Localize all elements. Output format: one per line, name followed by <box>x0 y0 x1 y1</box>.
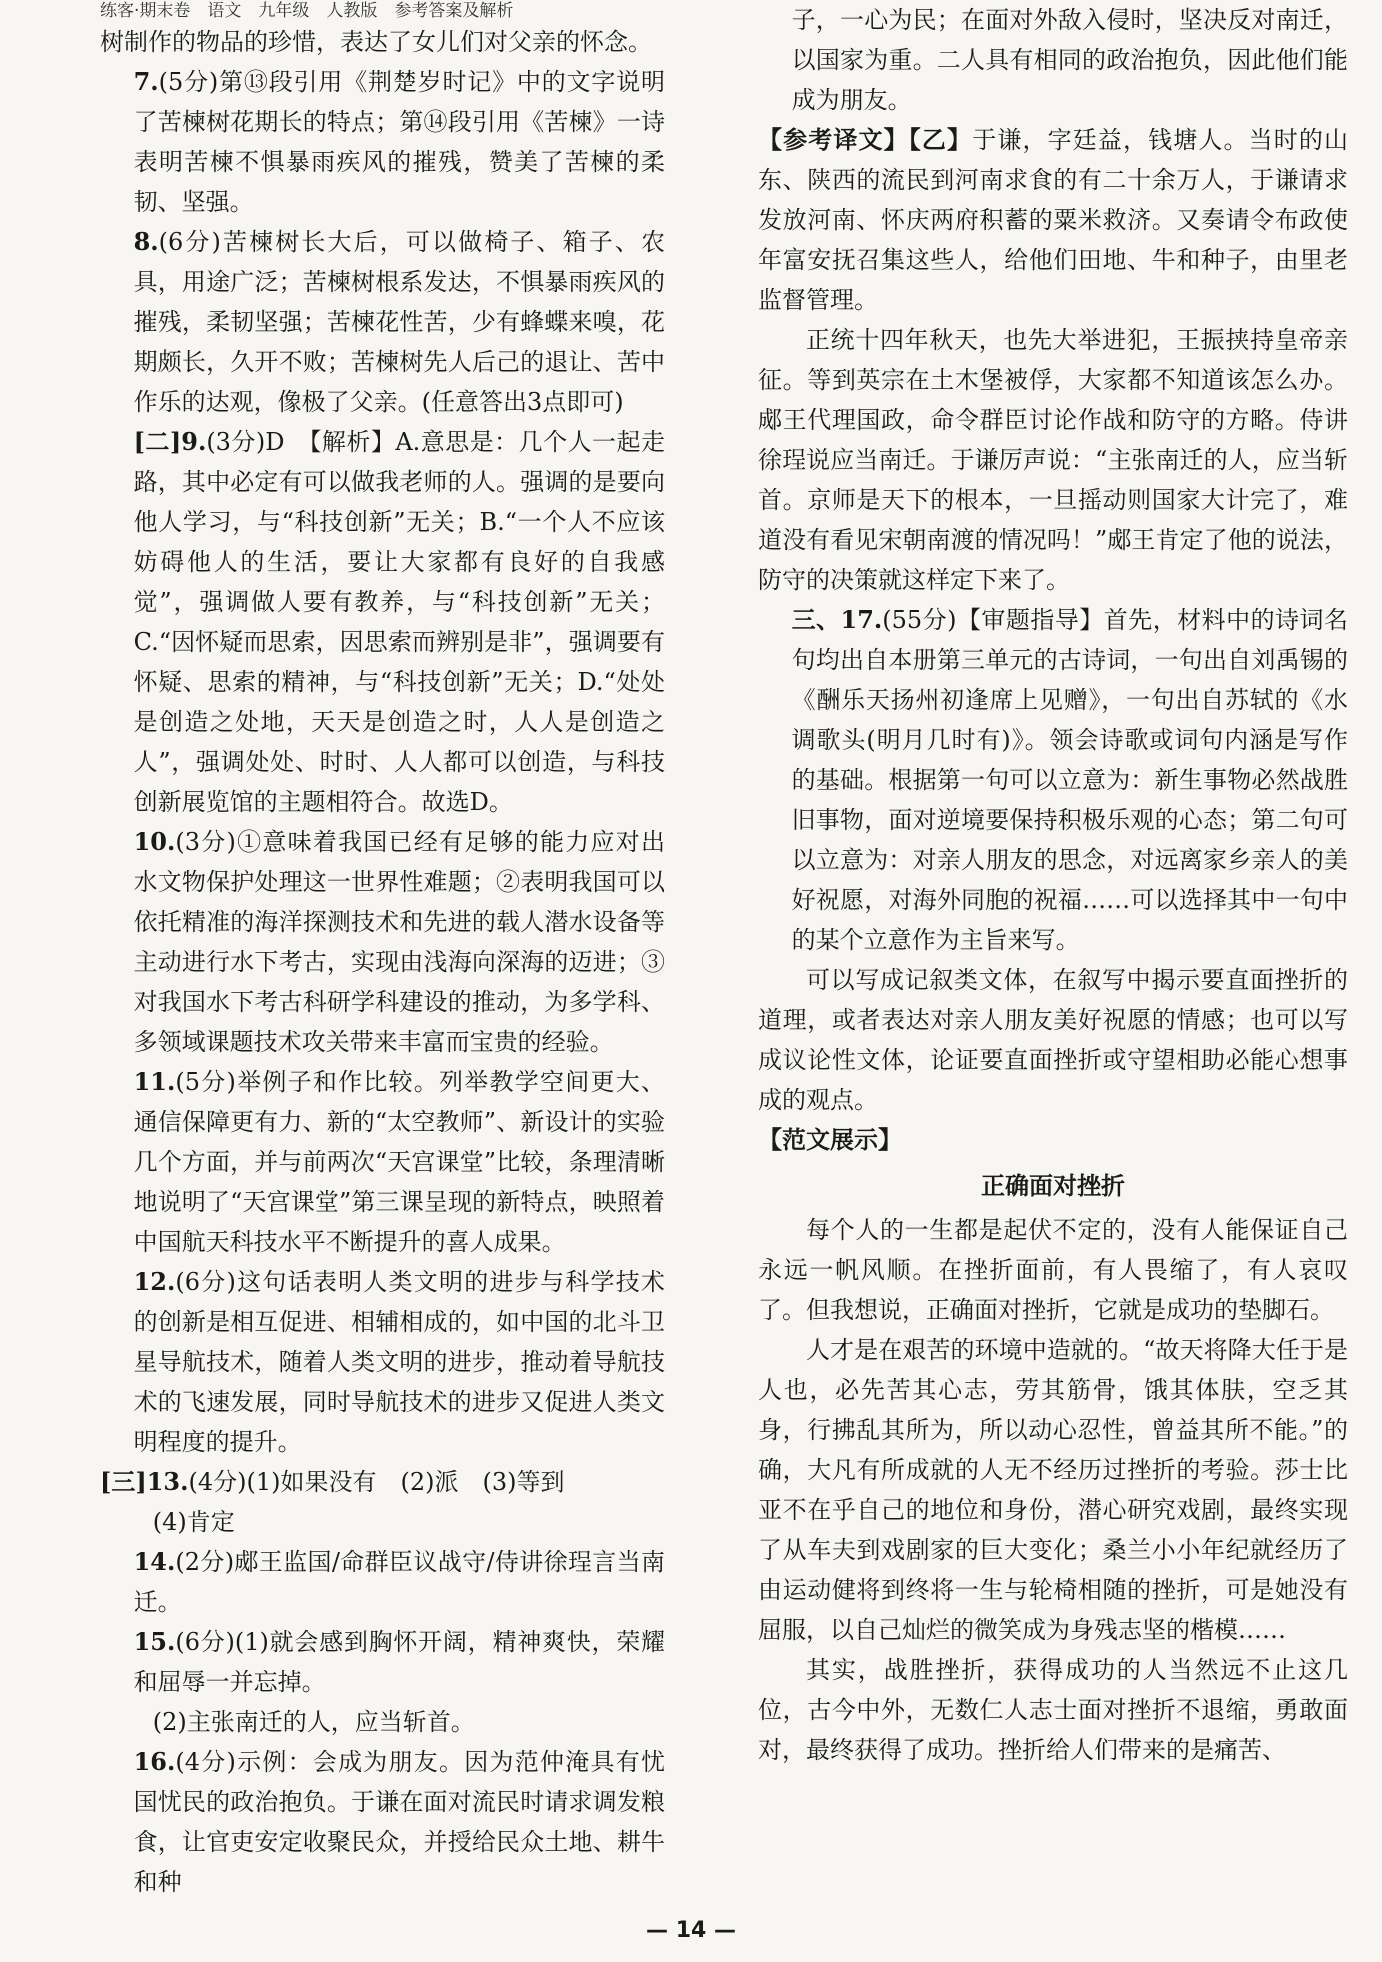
answer-text: (5分)举例子和作比较。列举教学空间更大、通信保障更有力、新的“太空教师”、新设计的实验几个方面，并与前两次“天宫课堂”比较，条理清晰地说明了“天宫课堂”第三课呈现的新特点，映照着中国航天科技水平不断提升的喜人成果。 <box>133 1068 665 1256</box>
answer-13-line2: (4)肯定 <box>152 1508 235 1536</box>
answer-text: (4分)(1)如果没有 (2)派 (3)等到 <box>188 1468 565 1496</box>
answer-number: 11. <box>133 1067 176 1096</box>
answer-number: 7. <box>133 67 159 96</box>
translation-paragraph-1 <box>758 120 1348 320</box>
answer-10 <box>100 822 665 1062</box>
answer-text: (6分)这句话表明人类文明的进步与科学技术的创新是相互促进、相辅相成的，如中国的北斗卫星导航技术，随着人类文明的进步，推动着导航技术的飞速发展，同时导航技术的进步又促进人类文明程度的提升。 <box>133 1268 665 1456</box>
answer-14 <box>100 1542 665 1622</box>
answer-15-line2: (2)主张南迁的人，应当斩首。 <box>152 1708 475 1736</box>
answer-number: 16. <box>133 1747 176 1776</box>
answer-7 <box>100 62 665 222</box>
answer-number: 15. <box>133 1627 176 1656</box>
answer-number: 三、17. <box>791 605 883 634</box>
sample-essay-tag: 【范文展示】 <box>758 1125 902 1154</box>
answer-text: (2分)郕王监国/命群臣议战守/侍讲徐珵言当南迁。 <box>133 1548 665 1616</box>
answer-text: (6分)苦楝树长大后，可以做椅子、箱子、农具，用途广泛；苦楝树根系发达，不惧暴雨疾风的摧残，柔韧坚强；苦楝花性苦，少有蜂蝶来嗅，花期颇长，久开不败；苦楝树先人后己的退让、苦中作乐的达观，像极了父亲。(任意答出3点即可) <box>133 228 665 416</box>
answer-15 <box>100 1622 665 1702</box>
answer-text: (4分)示例：会成为朋友。因为范仲淹具有忧国忧民的政治抱负。于谦在面对流民时请求调发粮食，让官吏安定收聚民众，并授给民众土地、耕牛和种 <box>133 1748 665 1896</box>
essay-paragraph-2: 人才是在艰苦的环境中造就的。“故天将降大任于是人也，必先苦其心志，劳其筋骨，饿其体肤，空乏其身，行拂乱其所为，所以动心忍性，曾益其所不能。”的确，大凡有所成就的人无不经历过挫折的考验。莎士比亚不在乎自己的地位和身份，潜心研究戏剧，最终实现了从车夫到戏剧家的巨大变化；桑兰小小年纪就经历了由运动健将到终将一生与轮椅相随的挫折，可是她没有屈服，以自己灿烂的微笑成为身残志坚的楷模…… <box>758 1336 1348 1644</box>
answer-number: 10. <box>133 827 176 856</box>
page-number: — 14 — <box>646 1918 736 1943</box>
answer-17-paragraph-2: 可以写成记叙类文体，在叙写中揭示要直面挫折的道理，或者表达对亲人朋友美好祝愿的情感；也可以写成议论性文体，论证要直面挫折或守望相助必能心想事成的观点。 <box>758 966 1348 1114</box>
answer-17 <box>758 600 1348 960</box>
answer-9 <box>100 422 665 822</box>
answer-text: (55分)【审题指导】首先，材料中的诗词名句均出自本册第三单元的古诗词，一句出自刘禹锡的《酬乐天扬州初逢席上见赠》，一句出自苏轼的《水调歌头(明月几时有)》。领会诗歌或词句内涵是写作的基础。根据第一句可以立意为：新生事物必然战胜旧事物，面对逆境要保持积极乐观的心态；第二句可以立意为：对亲人朋友的思念，对远离家乡亲人的美好祝愿，对海外同胞的祝福……可以选择其中一句中的某个立意作为主旨来写。 <box>791 606 1348 954</box>
essay-paragraph-3: 其实，战胜挫折，获得成功的人当然远不止这几位，古今中外，无数仁人志士面对挫折不退缩，勇敢面对，最终获得了成功。挫折给人们带来的是痛苦、 <box>758 1656 1348 1764</box>
translation-text: 于谦，字廷益，钱塘人。当时的山东、陕西的流民到河南求食的有二十余万人，于谦请求发放河南、怀庆两府积蓄的粟米救济。又奏请令布政使年富安抚召集这些人，给他们田地、牛和种子，由里老监督管理。 <box>758 126 1349 314</box>
answer-8 <box>100 222 665 422</box>
answer-number: 12. <box>133 1267 176 1296</box>
translation-tag: 【参考译文】【乙】 <box>758 125 973 154</box>
left-column <box>100 22 665 1902</box>
answer-text: (6分)(1)就会感到胸怀开阔，精神爽快，荣耀和屈辱一并忘掉。 <box>133 1628 665 1696</box>
answer-number: 8. <box>133 227 159 256</box>
answer-text: (3分)D 【解析】A.意思是：几个人一起走路，其中必定有可以做我老师的人。强调的是要向他人学习，与“科技创新”无关；B.“一个人不应该妨碍他人的生活，要让大家都有良好的自我感觉”，强调做人要有教养，与“科技创新”无关；C.“因怀疑而思索，因思索而辨别是非”，强调要有怀疑、思索的精神，与“科技创新”无关；D.“处处是创造之处地，天天是创造之时，人人是创造之人”，强调处处、时时、人人都可以创造，与科技创新展览馆的主题相符合。故选D。 <box>133 428 666 816</box>
answer-text: (3分)①意味着我国已经有足够的能力应对出水文物保护处理这一世界性难题；②表明我国可以依托精准的海洋探测技术和先进的载人潜水设备等主动进行水下考古，实现由浅海向深海的迈进；③对我国水下考古科研学科建设的推动，为多学科、多领域课题技术攻关带来丰富而宝贵的经验。 <box>133 828 665 1056</box>
right-column <box>758 0 1348 1770</box>
translation-paragraph-2: 正统十四年秋天，也先大举进犯，王振挟持皇帝亲征。等到英宗在土木堡被俘，大家都不知道该怎么办。郕王代理国政，命令群臣讨论作战和防守的方略。侍讲徐珵说应当南迁。于谦厉声说：“主张南迁的人，应当斩首。京师是天下的根本，一旦摇动则国家大计完了，难道没有看见宋朝南渡的情况吗！”郕王肯定了他的说法，防守的决策就这样定下来了。 <box>758 326 1348 594</box>
page-header: 练客·期末卷 语文 九年级 人教版 参考答案及解析 <box>100 1 514 21</box>
essay-title: 正确面对挫折 <box>981 1172 1125 1200</box>
answer-number: 14. <box>133 1547 176 1576</box>
essay-paragraph-1: 每个人的一生都是起伏不定的，没有人能保证自己永远一帆风顺。在挫折面前，有人畏缩了，有人哀叹了。但我想说，正确面对挫折，它就是成功的垫脚石。 <box>758 1216 1348 1324</box>
intro-text: 树制作的物品的珍惜，表达了女儿们对父亲的怀念。 <box>100 28 652 56</box>
answer-12 <box>100 1262 665 1462</box>
answer-11 <box>100 1062 665 1262</box>
answer-number: [三]13. <box>100 1467 189 1496</box>
answer-16-continued: 子，一心为民；在面对外敌入侵时，坚决反对南迁，以国家为重。二人具有相同的政治抱负，因此他们能成为朋友。 <box>791 6 1348 114</box>
answer-text: (5分)第⑬段引用《荆楚岁时记》中的文字说明了苦楝树花期长的特点；第⑭段引用《苦楝》一诗表明苦楝不惧暴雨疾风的摧残，赞美了苦楝的柔韧、坚强。 <box>133 68 665 216</box>
answer-16 <box>100 1742 665 1902</box>
answer-13 <box>100 1462 665 1502</box>
answer-number: [二]9. <box>133 427 207 456</box>
